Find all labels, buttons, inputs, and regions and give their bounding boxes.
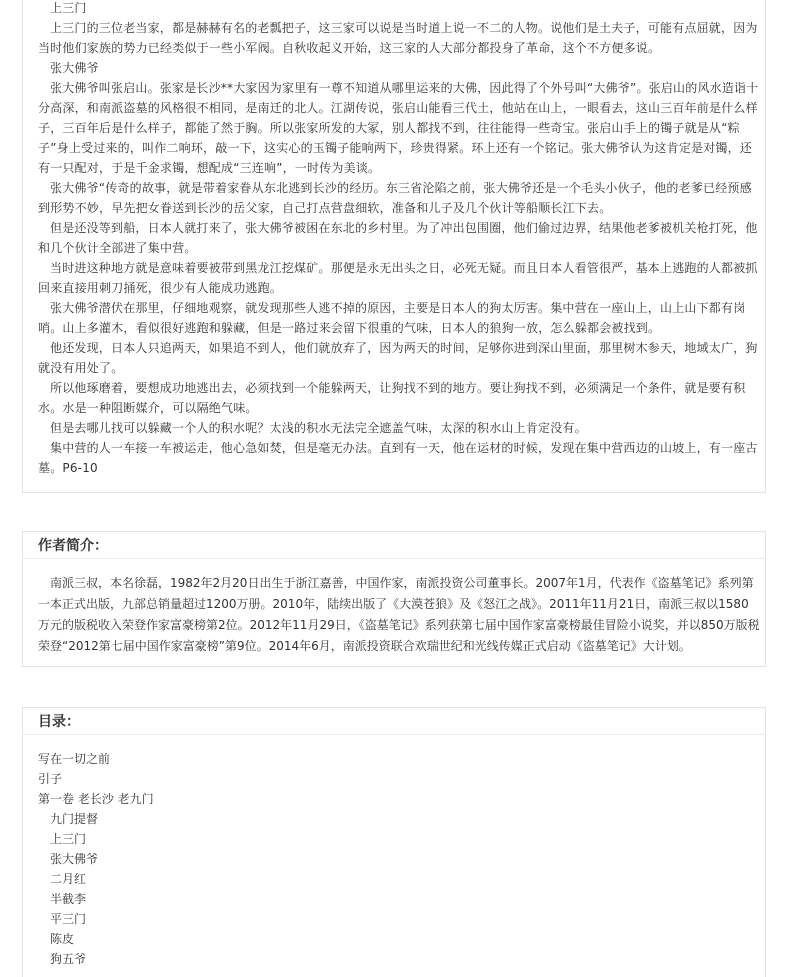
toc-item: 第一卷 老长沙 老九门 (38, 792, 154, 806)
excerpt-paragraph: 但是去哪儿找可以躲藏一个人的积水呢？太浅的积水无法完全遮盖气味，太深的积水山上肯定没有。 (50, 421, 587, 435)
author-section (22, 531, 766, 667)
excerpt-paragraph: 但是还没等到船，日本人就打来了，张大佛爷被困在东北的乡村里。为了冲出包围圈，他们偷过边界，结果他老爹被机关枪打死，他和几个伙计全部进了集中营。 (38, 221, 758, 255)
excerpt-paragraph: 张大佛爷叫张启山。张家是长沙**大家因为家里有一尊不知道从哪里运来的大佛，因此得了个外号叫“大佛爷”。张启山的风水造诣十分高深，和南派盗墓的风格很不相同，是南迁的北人。江湖传说，张启山能看三代土，他站在山上，一眼看去，这山三百年前是什么样子，三百年后是什么样子，都能了然于胸。所以张家所发的大冢，别人都找不到，往往能得一些奇宝。张启山手上的镯子就是从“粽子”身上受过来的，叫作二响环，敲一下，这实心的玉镯子能响两下，珍贵得紧。环上还有一个铭记。张大佛爷认为这肯定是对镯，还有一只配对，于是千金求镯，想配成“三连响”，一时传为美谈。 (38, 81, 759, 175)
toc-list (38, 749, 154, 969)
toc-item: 张大佛爷 (50, 852, 99, 866)
author-heading: 作者简介： (38, 538, 108, 554)
toc-heading: 目录： (38, 714, 80, 730)
excerpt-paragraph: 所以他琢磨着，要想成功地逃出去，必须找到一个能躲两天，让狗找不到的地方。要让狗找不到，必须满足一个条件，就是要有积水。水是一种阻断媒介，可以隔绝气味。 (38, 381, 746, 415)
toc-item: 上三门 (50, 832, 87, 846)
excerpt-paragraph: 上三门 (50, 1, 87, 15)
toc-section (22, 707, 766, 977)
excerpt-paragraph: 上三门的三位老当家，都是赫赫有名的老瓢把子，这三家可以说是当时道上说一不二的人物。说他们是土夫子，可能有点屈就，因为当时他们家族的势力已经类似于一些小军阀。自秋收起义开始，这三家的人大部分都投身了革命，这个不方便多说。 (38, 21, 758, 55)
toc-item: 引子 (38, 772, 63, 786)
excerpt-paragraph: 当时进这种地方就是意味着要被带到黑龙江挖煤矿。那便是永无出头之日，必死无疑。而且日本人看管很严，基本上逃跑的人都被抓回来直接用刺刀捅死，很少有人能成功逃跑。 (38, 261, 758, 295)
toc-item: 平三门 (50, 912, 87, 926)
excerpt-paragraph: 张大佛爷“传奇的故事，就是带着家眷从东北逃到长沙的经历。东三省沦陷之前，张大佛爷还是一个毛头小伙子，他的老爹已经预感到形势不妙，早先把女眷送到长沙的岳父家，自己打点营盘细软，准备和儿子及几个伙计等船顺长江下去。 (38, 181, 752, 215)
excerpt-paragraph: 张大佛爷潜伏在那里，仔细地观察，就发现那些人逃不掉的原因，主要是日本人的狗太厉害。集中营在一座山上，山上山下都有岗哨。山上多灌木，看似很好逃跑和躲藏，但是一路过来会留下很重的气味，日本人的狼狗一放，怎么躲都会被找到。 (38, 301, 746, 335)
toc-section-header (23, 708, 765, 735)
excerpt-paragraph: 集中营的人一车接一车被运走，他心急如焚，但是毫无办法。直到有一天，他在运材的时候，发现在集中营西边的山坡上，有一座古墓。P6-10 (38, 441, 758, 475)
toc-item: 陈皮 (50, 932, 75, 946)
excerpt-section (22, 0, 766, 493)
author-section-header (23, 532, 765, 559)
toc-item: 写在一切之前 (38, 752, 111, 766)
toc-item: 九门提督 (50, 812, 99, 826)
excerpt-body (38, 0, 760, 478)
toc-item: 半截李 (50, 892, 87, 906)
author-bio: 南派三叔，本名徐磊，1982年2月20日出生于浙江嘉善，中国作家，南派投资公司董事长。2007年1月，代表作《盗墓笔记》系列第一本正式出版，九部总销量超过1200万册。2010年，陆续出版了《大漠苍狼》及《怒江之战》。2011年11月21日，南派三叔以1580万元的版税收入荣登作家富豪榜第2位。2012年11月29日，《盗墓笔记》系列获第七届中国作家富豪榜最佳冒险小说奖，并以850万版税荣登“2012第七届中国作家富豪榜”第9位。2014年6月，南派投资联合欢瑞世纪和光线传媒正式启动《盗墓笔记》大计划。 (38, 576, 760, 653)
excerpt-paragraph: 他还发现，日本人只追两天，如果追不到人，他们就放弃了，因为两天的时间，足够你进到深山里面，那里树木参天，地域太广，狗就没有用处了。 (38, 341, 758, 375)
toc-item: 狗五爷 (50, 952, 87, 966)
toc-item: 二月红 (50, 872, 87, 886)
excerpt-paragraph: 张大佛爷 (50, 61, 99, 75)
